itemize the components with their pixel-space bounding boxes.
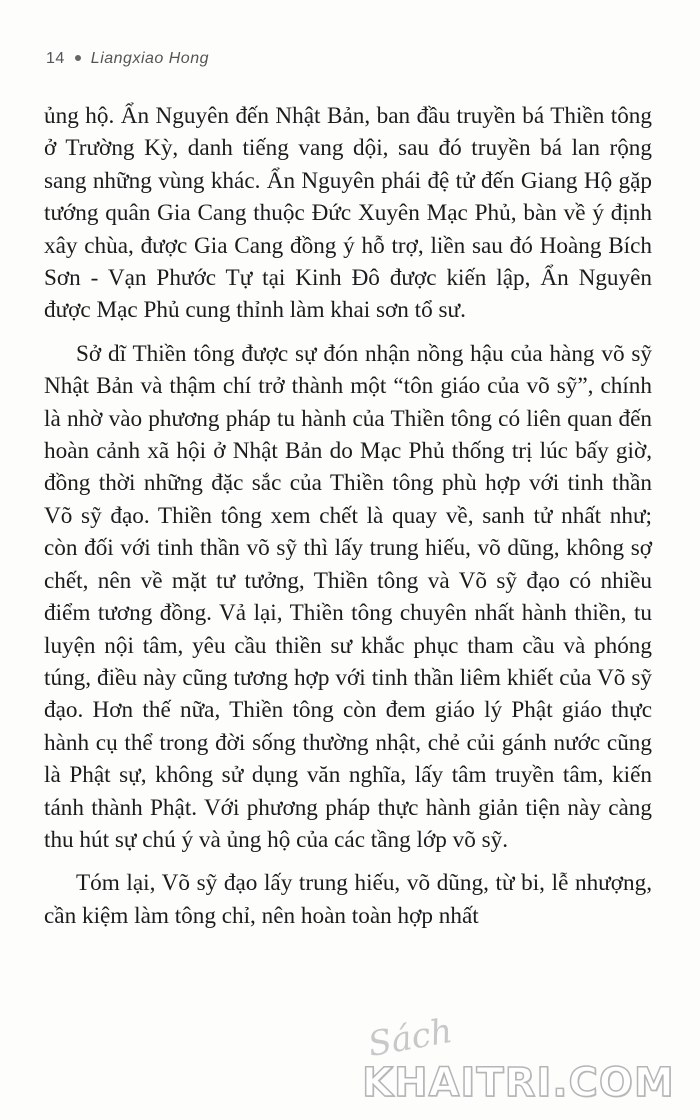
paragraph-continued: ủng hộ. Ẩn Nguyên đến Nhật Bản, ban đầu truyền bá Thiền tông ở Trường Kỳ, danh tiếng vang dội, sau đó truyền bá lan rộng sang những vùng khác. Ẩn Nguyên phái đệ tử đến Giang Hộ gặp tướng quân Gia Cang thuộc Đức Xuyên Mạc Phủ, bàn về ý định xây chùa, được Gia Cang đồng ý hỗ trợ, liền sau đó Hoàng Bích Sơn - Vạn Phước Tự tại Kinh Đô được kiến lập, Ẩn Nguyên được Mạc Phủ cung thỉnh làm khai sơn tổ sư. — [44, 103, 652, 324]
author-name: Liangxiao Hong — [90, 50, 209, 67]
page-number: 14 — [46, 50, 65, 67]
watermark-main-text: KHAITRI.COM — [362, 1060, 675, 1106]
bullet-separator-icon — [75, 55, 81, 61]
paragraph: Sở dĩ Thiền tông được sự đón nhận nồng hậu của hàng võ sỹ Nhật Bản và thậm chí trở thành một “tôn giáo của võ sỹ”, chính là nhờ vào phương pháp tu hành của Thiền tông có liên quan đến hoàn cảnh xã hội ở Nhật Bản do Mạc Phủ thống trị lúc bấy giờ, đồng thời những đặc sắc của Thiền tông phù hợp với tinh thần Võ sỹ đạo. Thiền tông xem chết là quay về, sanh tử nhất như; còn đối với tinh thần võ sỹ thì lấy trung hiếu, võ dũng, không sợ chết, nên về mặt tư tưởng, Thiền tông và Võ sỹ đạo có nhiều điểm tương đồng. Vả lại, Thiền tông chuyên nhất hành thiền, tu luyện nội tâm, yêu cầu thiền sư khắc phục tham cầu và phóng túng, điều này cũng tương hợp với tinh thần liêm khiết của Võ sỹ đạo. Hơn thế nữa, Thiền tông còn đem giáo lý Phật giáo thực hành cụ thể trong đời sống thường nhật, chẻ củi gánh nước cũng là Phật sự, không sử dụng văn nghĩa, lấy tâm truyền tâm, kiến tánh thành Phật. Với phương pháp thực hành giản tiện này càng thu hút sự chú ý và ủng hộ của các tầng lớp võ sỹ. — [44, 340, 652, 853]
running-header — [46, 50, 209, 68]
watermark-script-text: Sách — [365, 1010, 456, 1066]
paragraph: Tóm lại, Võ sỹ đạo lấy trung hiếu, võ dũng, từ bi, lễ nhượng, cần kiệm làm tông chỉ, nên hoàn toàn hợp nhất — [44, 870, 652, 929]
watermark-logo — [362, 1010, 692, 1118]
body-text — [44, 100, 652, 943]
